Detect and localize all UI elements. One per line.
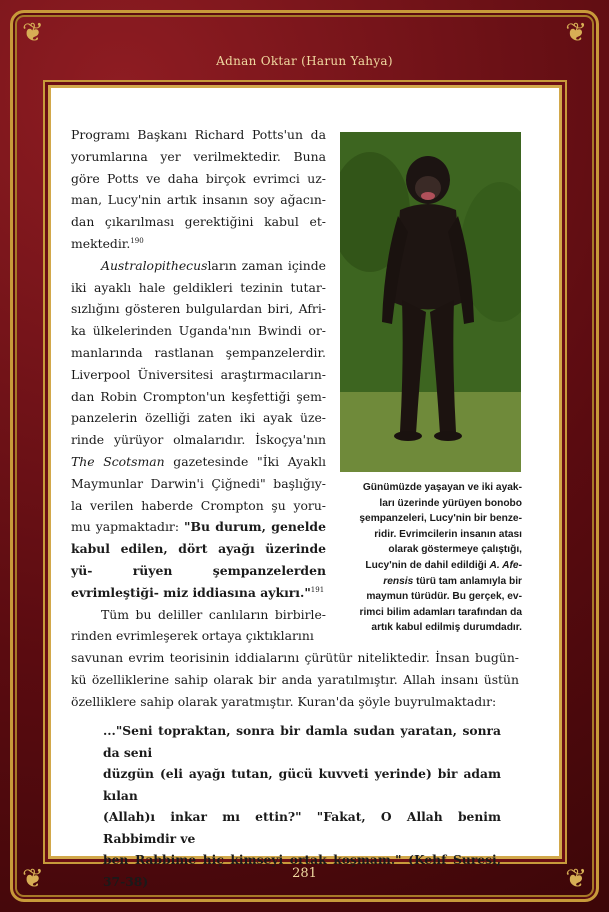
newspaper-name: The Scotsman [71, 453, 165, 469]
corner-ornament-bottom-left: ❦ [22, 864, 44, 894]
corner-ornament-top-left: ❦ [22, 18, 44, 48]
corner-ornament-bottom-right: ❦ [565, 864, 587, 894]
footnote-ref-191: 191 [310, 585, 325, 594]
paragraph-1: Programı Başkanı Richard Potts'un da yorumlarına yer verilmektedir. Buna göre Potts ve daha birçok evrimci uz- man, Lucy'nin artık insanın soy ağacın- dan çıkarılması gerektiğini kabul et- mektedir.$^{190}$ [71, 127, 326, 251]
footnote-ref-190: 190 [130, 236, 144, 245]
corner-ornament-top-right: ❦ [565, 18, 587, 48]
genus-name: Australopithecus [101, 257, 208, 273]
crompton-quote: "Bu durum, genelde kabul edilen, dört ayağı üzerinde yü- rüyen şempanzelerden evrimleştiği- miz iddiasına aykırı." [71, 519, 326, 600]
photo-caption: Günümüzde yaşayan ve iki ayak- ları üzerinde yürüyen bonobo şempanzeleri, Lucy'nin bir benze- ridir. Evrimcilerin insanın atası olarak göstermeye çalıştığı, Lucy'nin de dahil edildiği A. Afe- rensis türü tam anlamıyla bir maymun türüdür. Bu gerçek, ev- rimci bilim adamları tarafından da artık kabul edilmiş durumdadır. [359, 482, 522, 634]
running-header: Adnan Oktar (Harun Yahya) [216, 54, 393, 68]
paragraph-3-start: Tüm bu deliller canlıların birbirle- rinden evrimleşerek ortaya çıktıklarını [71, 606, 326, 644]
bonobo-illustration [340, 132, 521, 472]
paragraph-3-continued: savunan evrim teorisinin iddialarını çürütür niteliktedir. İnsan bugün- kü özelliklerine sahip olarak bir anda yaratılmıştır. Allah insanı üstün özelliklere sahip olarak yaratmıştır. Kuran'da şöyle buyrulmaktadır: [71, 650, 519, 709]
page-number: 281 [292, 866, 317, 881]
quran-quote: ..."Seni topraktan, sonra bir damla sudan yaratan, sonra da seni düzgün (eli ayağı tutan, gücü kuvveti yerinde) bir adam kılan (Allah)ı inkar mı ettin?" "Fakat, O Allah benim Rabbimdir ve ben Rabbime hiç kimseyi ortak koşmam." (Kehf Suresi, 37-38) [103, 723, 501, 889]
bonobo-photo [340, 132, 521, 472]
paragraph-2: Australopithecusların zaman içinde iki ayaklı hale geldikleri tezinin tutar- sızlığını gösteren bulgulardan biri, Afri- ka ülkelerinden Uganda'nın Bwindi or- manlarında rastlanan şempanzelerdir. Liverpool Üniversitesi araştırmacıların- dan Robin Crompton'un keşfettiği şem- panzelerin özelliği zaten iki ayak üze- rinde yürüyor olmalarıdır. İskoçya'nın The Scotsman gazetesinde "İki Ayaklı Maymunlar Darwin'i Çiğnedi" başlığıy- la verilen haberde Crompton şu yoru- mu yapmaktadır: "Bu durum, genelde kabul edilen, dört ayağı üzerinde yü- rüyen şempanzelerden evrimleştiği- miz iddiasına aykırı."$^{191}$ [71, 257, 326, 600]
